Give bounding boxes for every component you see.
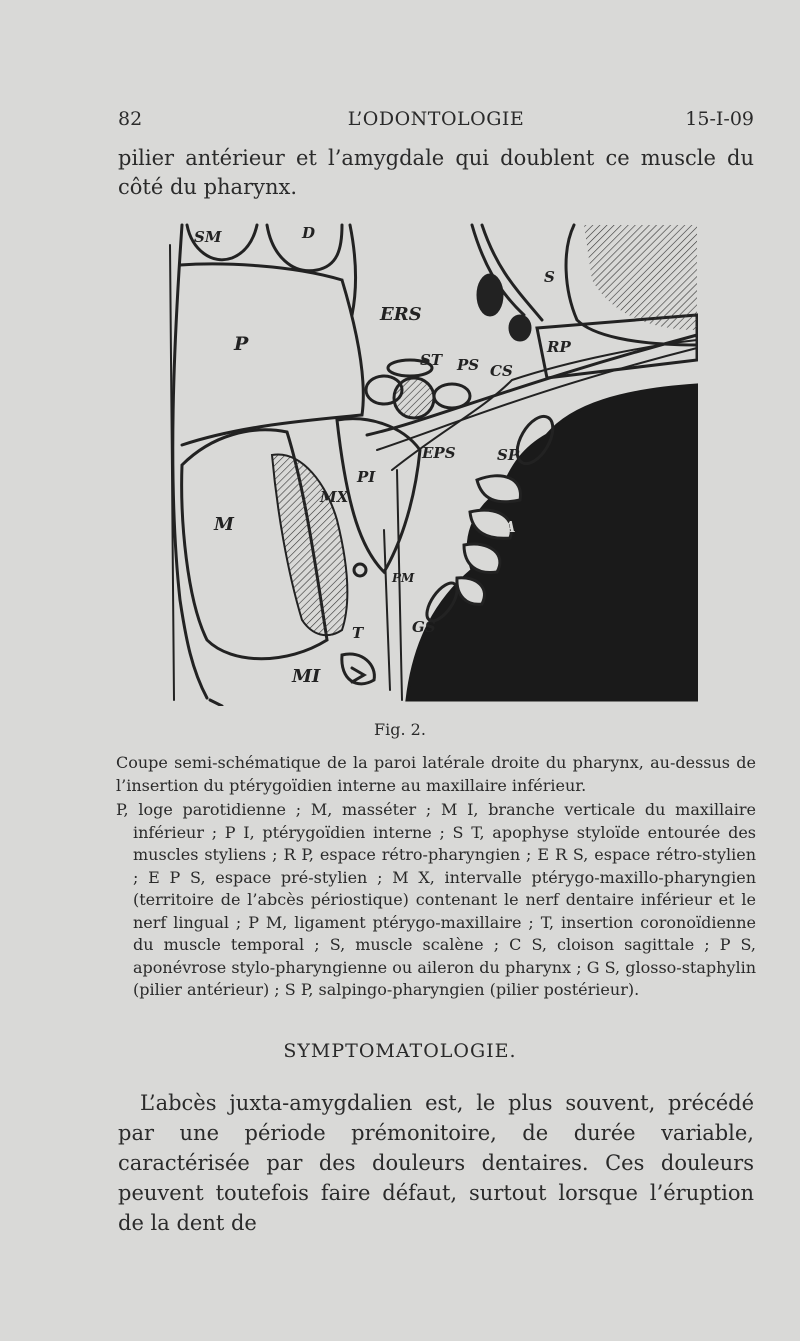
page-number: 82 <box>118 108 143 130</box>
label-rp: RP <box>547 338 571 356</box>
label-sm: SM <box>194 228 222 246</box>
section-heading: SYMPTOMATOLOGIE. <box>283 1040 517 1062</box>
label-cs: CS <box>490 362 513 380</box>
label-m: M <box>214 514 234 535</box>
label-eps: EPS <box>422 444 456 462</box>
vessel-2 <box>510 316 530 340</box>
vertebra-hatched <box>584 225 697 330</box>
label-st: ST <box>420 351 442 369</box>
mandible-hatched <box>272 455 347 636</box>
legend-key: P, loge parotidienne ; M, masséter ; M I, branche verticale du maxillaire inférieur ; P I, ptérygoïdien interne ; S T, apophyse styloïde entourée des muscles styliens ; R P, espace rétro-pharyngien ; E R S, espace rétro-stylien ; E P S, espace pré-stylien ; M X, intervalle ptérygo-maxillo-pharyngien (territoire de l’abcès périostique) contenant le nerf dentaire inférieur et le nerf lingual ; P M, ligament ptérygo-maxillaire ; T, insertion coronoïdienne du muscle temporal ; S, muscle scalène ; C S, cloison sagittale ; P S, aponévrose stylo-pharyngienne ou aileron du pharynx ; G S, glosso-staphylin (pilier antérieur) ; S P, salpingo-pharyngien (pilier postérieur). <box>116 800 756 999</box>
label-a: A <box>504 518 516 536</box>
body-paragraph: L’abcès juxta-amygdalien est, le plus souvent, précédé par une période prémonitoire, de durée variable, caractérisée par des douleurs dentaires. Ces douleurs peuvent toutefois faire défaut, surtout lorsque l’éruption de la dent de <box>118 1091 754 1235</box>
parotid-outline <box>180 264 363 445</box>
label-ers: ERS <box>380 304 422 325</box>
label-sp: SP <box>497 446 520 464</box>
label-s: S <box>544 268 555 286</box>
anatomical-figure <box>152 220 698 706</box>
journal-title: L’ODONTOLOGIE <box>347 108 525 130</box>
label-gs: GS <box>412 618 436 636</box>
pharynx-section-illustration <box>152 220 698 706</box>
figure-legend <box>116 752 756 1002</box>
vessel-1 <box>478 275 502 315</box>
label-ps: PS <box>457 356 480 374</box>
body-text <box>118 1088 754 1238</box>
label-t: T <box>352 624 364 642</box>
label-mx: MX <box>320 488 349 506</box>
label-pi: PI <box>357 468 376 486</box>
label-d: D <box>302 224 316 242</box>
pterygoid-outline <box>337 419 420 572</box>
label-mi: MI <box>292 666 321 687</box>
issue-date: 15-I-09 <box>685 108 754 130</box>
intro-paragraph: pilier antérieur et l’amygdale qui doublent ce muscle du côté du pharynx. <box>118 146 754 199</box>
legend-description: Coupe semi-schématique de la paroi latérale droite du pharynx, au-dessus de l’insertion du ptérygoïdien interne au maxillaire inférieur. <box>116 753 756 795</box>
label-pm: PM <box>392 571 415 585</box>
figure-caption: Fig. 2. <box>374 720 426 739</box>
label-p: P <box>234 333 249 355</box>
running-header <box>118 108 754 134</box>
